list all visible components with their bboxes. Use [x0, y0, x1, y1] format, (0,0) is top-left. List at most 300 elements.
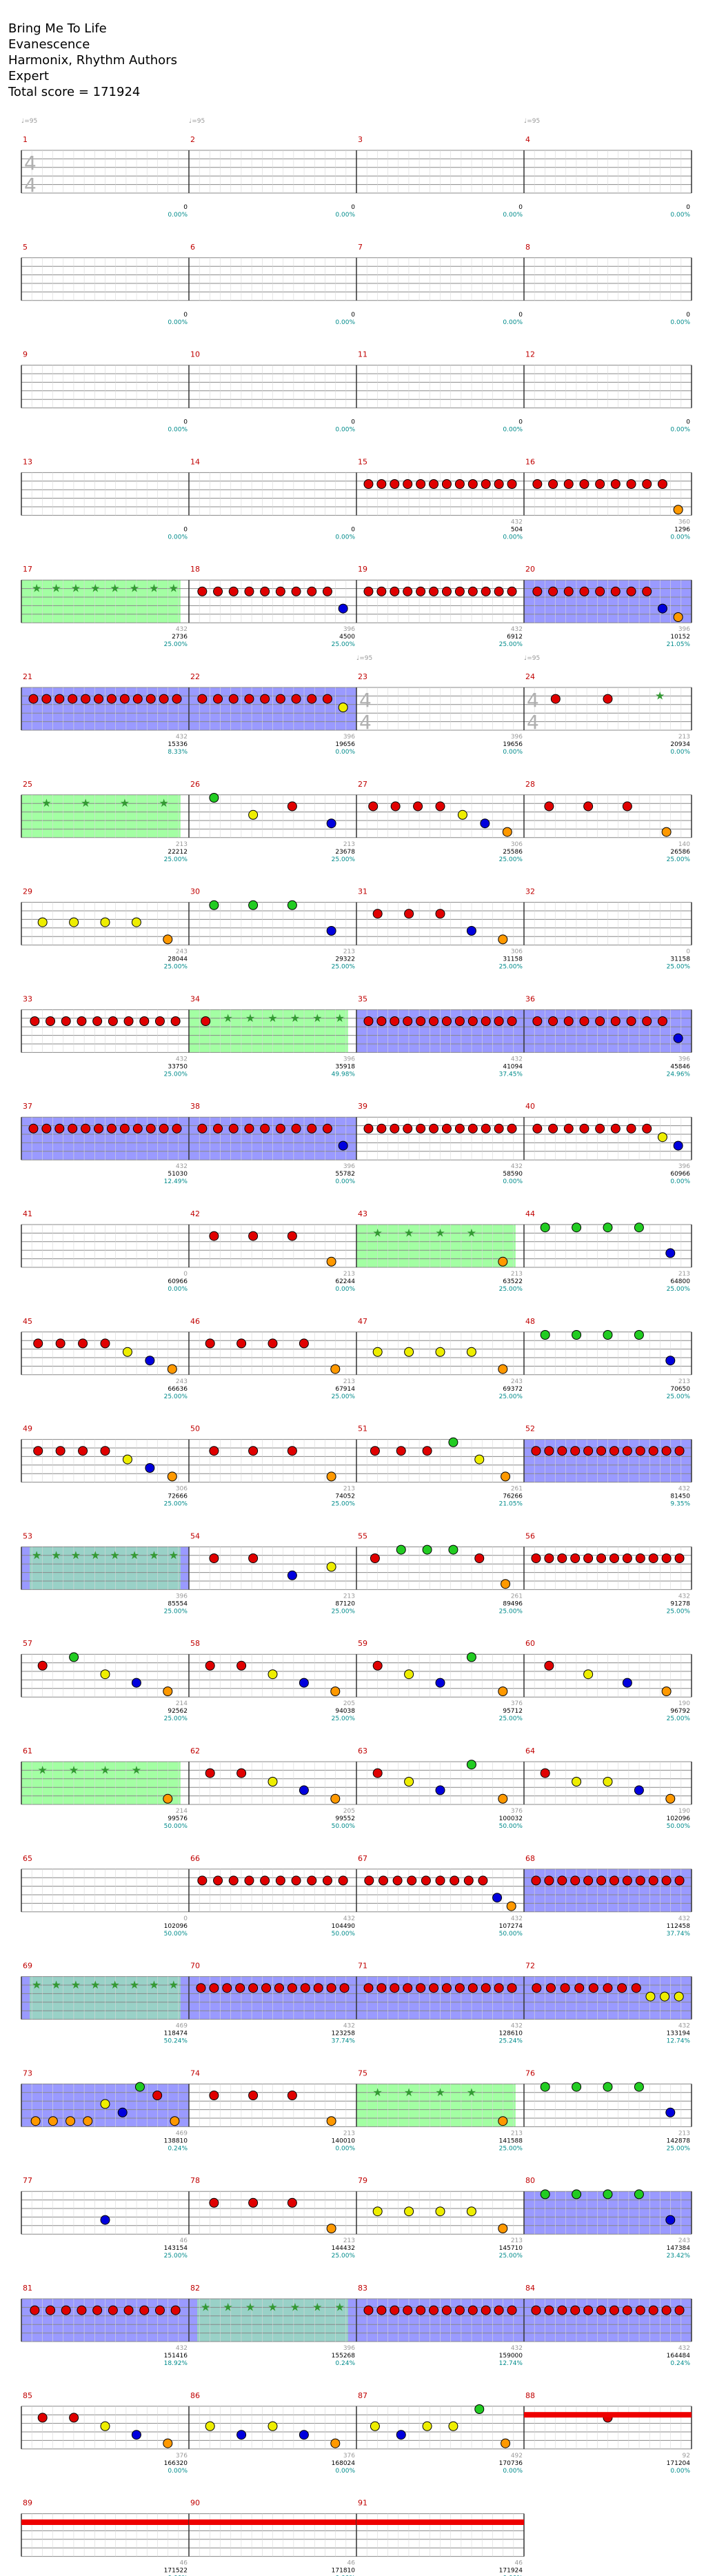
note-gem [327, 927, 336, 936]
note-gem [268, 1339, 277, 1348]
time-signature-top: 4 [24, 152, 37, 174]
cumulative-score: 138810 [163, 2137, 188, 2145]
note-gem [323, 694, 332, 703]
note-gem [658, 1017, 667, 1026]
note-gem [101, 918, 110, 927]
note-gem [393, 1876, 402, 1885]
multiplier-percent: 25.24% [498, 2037, 523, 2045]
measure-points: 46 [347, 2559, 355, 2567]
multiplier-percent: 25.00% [163, 2253, 188, 2260]
note-gem [135, 2082, 144, 2091]
note-gem [340, 1984, 349, 1993]
note-gem [643, 1017, 652, 1026]
cumulative-score: 28044 [168, 956, 188, 963]
star-note: ★ [70, 1548, 81, 1562]
note-gem [391, 802, 400, 811]
multiplier-percent: 0.00% [335, 749, 355, 756]
measure-number: 5 [23, 242, 28, 252]
note-gem [107, 1124, 116, 1133]
note-gem [442, 1984, 451, 1993]
note-gem [210, 1231, 219, 1240]
note-gem [674, 1992, 683, 2001]
note-gem [649, 1447, 658, 1456]
multiplier-percent: 25.00% [331, 2253, 355, 2260]
note-gem [416, 2306, 425, 2315]
cumulative-score: 6912 [507, 634, 523, 641]
measure-number: 8 [525, 242, 530, 252]
note-gem [210, 794, 219, 803]
note-gem [276, 1124, 285, 1133]
note-gem [229, 1876, 238, 1885]
multiplier-percent: 0.00% [670, 2467, 690, 2475]
note-gem [55, 694, 64, 703]
measure-number: 81 [23, 2284, 32, 2293]
note-gem [377, 480, 386, 489]
note-gem [481, 819, 490, 828]
note-gem [55, 1124, 64, 1133]
note-gem [163, 1687, 172, 1696]
note-gem [237, 1769, 246, 1778]
note-gem [107, 694, 116, 703]
note-gem [545, 2306, 554, 2315]
note-gem [377, 1124, 386, 1133]
multiplier-percent: 0.24% [670, 2360, 690, 2367]
multiplier-percent: 25.00% [498, 1393, 523, 1400]
note-gem [623, 1447, 632, 1456]
star-note: ★ [372, 2085, 383, 2099]
cumulative-score: 0 [686, 419, 690, 426]
cumulative-score: 64800 [670, 1278, 690, 1285]
multiplier-percent: 25.00% [163, 963, 188, 971]
multiplier-percent: 0.00% [335, 534, 355, 541]
note-gem [299, 2431, 308, 2439]
note-gem [249, 1984, 258, 1993]
cumulative-score: 0 [686, 204, 690, 211]
time-signature-bottom: 4 [24, 174, 37, 197]
note-gem [93, 1017, 102, 1026]
note-gem [94, 1124, 103, 1133]
multiplier-percent: 25.00% [666, 856, 690, 863]
note-gem [364, 587, 373, 596]
note-gem [274, 1984, 283, 1993]
note-gem [61, 1017, 70, 1026]
cumulative-score: 33750 [168, 1063, 188, 1071]
tempo-marker: ♩=95 [21, 118, 38, 125]
cumulative-score: 60966 [168, 1278, 188, 1285]
note-gem [249, 1554, 258, 1563]
cumulative-score: 147384 [666, 2245, 690, 2253]
note-gem [101, 1447, 110, 1456]
note-gem [507, 1984, 516, 1993]
note-gem [245, 1876, 254, 1885]
star-note: ★ [70, 581, 81, 595]
note-gem [146, 1124, 155, 1133]
time-signature-top: 4 [359, 689, 372, 712]
note-gem [198, 587, 207, 596]
note-gem [307, 1876, 316, 1885]
note-gem [455, 1984, 464, 1993]
measure-number: 21 [23, 672, 32, 681]
note-gem [249, 1231, 258, 1240]
note-gem [627, 480, 636, 489]
note-gem [42, 694, 51, 703]
note-gem [405, 1778, 414, 1787]
note-gem [571, 1554, 580, 1563]
note-gem [249, 1447, 258, 1456]
multiplier-percent: 0.00% [670, 1178, 690, 1186]
multiplier-percent: 0.00% [670, 426, 690, 434]
measure-points: 396 [343, 1163, 355, 1171]
multiplier-percent: 0.00% [670, 319, 690, 326]
note-gem [405, 1347, 414, 1356]
star-note: ★ [70, 1978, 81, 1991]
cumulative-score: 51030 [168, 1171, 188, 1178]
note-gem [364, 1017, 373, 1026]
measure-number: 63 [358, 1747, 367, 1755]
note-gem [159, 694, 168, 703]
cumulative-score: 107274 [498, 1922, 523, 1930]
star-note: ★ [312, 1011, 323, 1025]
note-gem [494, 1984, 503, 1993]
measure-number: 87 [358, 2391, 367, 2400]
note-gem [205, 1661, 214, 1670]
measure-points: 214 [175, 1700, 188, 1708]
note-gem [662, 1554, 671, 1563]
measure-points: 469 [175, 2130, 188, 2137]
note-gem [414, 802, 423, 811]
measure-number: 42 [190, 1209, 200, 1218]
measure-number: 36 [525, 994, 535, 1004]
note-gem [171, 2306, 180, 2315]
measure-points: 306 [175, 1485, 188, 1493]
note-gem [155, 2306, 164, 2315]
note-gem [551, 694, 560, 703]
note-gem [155, 1017, 164, 1026]
note-gem [455, 480, 464, 489]
note-gem [603, 1778, 612, 1787]
note-gem [168, 1472, 176, 1481]
note-gem [77, 2306, 86, 2315]
multiplier-percent: 25.00% [163, 1608, 188, 1616]
note-gem [572, 1331, 581, 1340]
measure-number: 55 [358, 1531, 367, 1541]
note-gem [292, 1124, 301, 1133]
note-gem [416, 1017, 425, 1026]
note-gem [416, 1984, 425, 1993]
measure-number: 52 [525, 1424, 535, 1433]
star-note: ★ [129, 581, 140, 595]
note-gem [214, 694, 223, 703]
note-gem [623, 1678, 632, 1687]
note-gem [533, 1124, 542, 1133]
note-gem [675, 1554, 684, 1563]
time-signature-top: 4 [527, 689, 539, 712]
note-gem [507, 587, 516, 596]
note-gem [596, 1017, 605, 1026]
measure-points: 261 [510, 1485, 523, 1493]
measure-number: 23 [358, 672, 367, 681]
note-gem [532, 1554, 541, 1563]
measure-points: 432 [510, 2022, 523, 2030]
note-gem [558, 2306, 567, 2315]
note-gem [133, 694, 142, 703]
note-gem [430, 1017, 438, 1026]
note-gem [498, 2224, 507, 2233]
measure-number: 56 [525, 1531, 535, 1541]
note-gem [564, 1017, 573, 1026]
note-gem [205, 1339, 214, 1348]
note-gem [120, 1124, 129, 1133]
measure-number: 44 [525, 1209, 535, 1218]
measure-points: 243 [175, 948, 188, 956]
cumulative-score: 25586 [503, 848, 523, 856]
measure-number: 48 [525, 1316, 535, 1326]
note-gem [430, 2306, 438, 2315]
note-gem [649, 1554, 658, 1563]
note-gem [205, 1769, 214, 1778]
note-gem [30, 2306, 39, 2315]
measure-number: 64 [525, 1747, 535, 1755]
multiplier-percent: 25.00% [331, 1500, 355, 1508]
star-note: ★ [403, 1226, 414, 1240]
note-gem [572, 2190, 581, 2199]
note-gem [170, 2117, 179, 2126]
note-gem [449, 1545, 458, 1554]
note-gem [38, 2413, 47, 2422]
note-gem [494, 480, 503, 489]
note-gem [572, 2082, 581, 2091]
multiplier-percent: 25.00% [666, 1715, 690, 1723]
multiplier-percent: 8.33% [168, 749, 188, 756]
star-note: ★ [245, 1011, 256, 1025]
multiplier-percent: 18.92% [163, 2360, 188, 2367]
measure-number: 86 [190, 2391, 200, 2400]
note-gem [503, 827, 512, 836]
multiplier-percent: 25.00% [666, 1393, 690, 1400]
sustain-bar [21, 2519, 189, 2525]
note-gem [68, 694, 77, 703]
multiplier-percent: 0.00% [168, 212, 188, 219]
note-gem [498, 1365, 507, 1373]
note-gem [507, 2306, 516, 2315]
note-gem [327, 1984, 336, 1993]
cumulative-score: 145710 [498, 2245, 523, 2253]
note-gem [390, 1017, 399, 1026]
star-note: ★ [131, 1763, 142, 1777]
note-gem [494, 1124, 503, 1133]
multiplier-percent: 25.00% [666, 1608, 690, 1616]
note-gem [611, 1124, 620, 1133]
multiplier-percent: 0.00% [503, 212, 523, 219]
note-gem [436, 1678, 445, 1687]
note-gem [430, 1984, 438, 1993]
song-artist: Evanescence [8, 37, 90, 52]
note-gem [603, 1223, 612, 1232]
note-gem [636, 2306, 645, 2315]
note-gem [101, 2100, 110, 2109]
note-gem [436, 2207, 445, 2216]
note-gem [288, 900, 296, 909]
note-gem [646, 1992, 655, 2001]
note-gem [533, 480, 542, 489]
cumulative-score: 128610 [498, 2030, 523, 2037]
note-gem [370, 2422, 379, 2431]
cumulative-score: 143154 [163, 2245, 188, 2253]
cumulative-score: 123258 [331, 2030, 355, 2037]
star-note: ★ [372, 1226, 383, 1240]
note-gem [331, 2439, 340, 2448]
note-gem [214, 1876, 223, 1885]
note-gem [292, 587, 301, 596]
note-gem [364, 2306, 373, 2315]
note-gem [455, 1124, 464, 1133]
note-gem [493, 1893, 502, 1902]
note-gem [662, 827, 671, 836]
star-note: ★ [119, 796, 130, 810]
measure-number: 45 [23, 1316, 32, 1326]
note-gem [498, 1794, 507, 1803]
note-gem [327, 1257, 336, 1266]
note-gem [618, 1984, 627, 1993]
note-gem [662, 2306, 671, 2315]
cumulative-score: 0 [351, 311, 355, 319]
note-gem [68, 1124, 77, 1133]
note-gem [172, 1124, 181, 1133]
note-gem [589, 1984, 598, 1993]
measure-points: 306 [510, 841, 523, 848]
multiplier-percent: 25.00% [666, 963, 690, 971]
note-gem [674, 613, 683, 622]
note-gem [288, 1984, 296, 1993]
multiplier-percent: 25.00% [666, 2145, 690, 2153]
note-gem [168, 1365, 176, 1373]
measure-points: 396 [510, 734, 523, 741]
multiplier-percent: 0.00% [503, 534, 523, 541]
note-gem [314, 1984, 323, 1993]
note-gem [210, 2198, 219, 2207]
note-gem [145, 1356, 154, 1365]
note-gem [634, 2190, 643, 2199]
note-gem [436, 909, 445, 918]
measure-points: 432 [678, 2022, 690, 2030]
measure-number: 9 [23, 350, 28, 359]
note-gem [327, 2117, 336, 2126]
cumulative-score: 74052 [335, 1493, 355, 1500]
note-gem [299, 1678, 308, 1687]
note-gem [46, 2306, 55, 2315]
star-note: ★ [51, 1548, 61, 1562]
measure-points: 213 [510, 2130, 523, 2137]
note-gem [405, 909, 414, 918]
note-gem [46, 1017, 55, 1026]
note-gem [674, 1141, 683, 1150]
note-gem [468, 480, 477, 489]
note-gem [396, 1447, 405, 1456]
cumulative-score: 66636 [168, 1385, 188, 1393]
measure-points: 432 [510, 1915, 523, 1922]
measure-number: 20 [525, 565, 535, 574]
measure-points: 396 [343, 626, 355, 634]
note-gem [70, 2413, 79, 2422]
multiplier-percent: 0.24% [335, 2360, 355, 2367]
multiplier-percent: 25.00% [331, 1715, 355, 1723]
note-gem [580, 587, 589, 596]
note-gem [123, 1455, 132, 1464]
note-gem [56, 1339, 65, 1348]
star-note: ★ [110, 1978, 120, 1991]
measure-points: 46 [514, 2559, 523, 2567]
star-note: ★ [32, 1548, 42, 1562]
note-gem [545, 1661, 554, 1670]
note-gem [31, 2117, 40, 2126]
cumulative-score: 2736 [172, 634, 188, 641]
note-gem [564, 1124, 573, 1133]
note-gem [70, 918, 79, 927]
note-gem [468, 1124, 477, 1133]
note-gem [549, 587, 558, 596]
multiplier-percent: 25.00% [331, 641, 355, 649]
measure-points: 396 [678, 1056, 690, 1063]
measure-number: 26 [190, 779, 200, 789]
note-gem [171, 1017, 180, 1026]
note-gem [390, 2306, 399, 2315]
multiplier-percent: 50.00% [163, 1823, 188, 1830]
note-gem [210, 1447, 219, 1456]
measure-number: 16 [525, 457, 535, 467]
note-gem [498, 935, 507, 944]
multiplier-percent: 25.00% [666, 1286, 690, 1293]
cumulative-score: 0 [183, 419, 188, 426]
multiplier-percent: 0.00% [503, 319, 523, 326]
multiplier-percent: 25.00% [498, 1715, 523, 1723]
note-gem [210, 900, 219, 909]
star-note: ★ [51, 581, 61, 595]
cumulative-score: 102096 [163, 1922, 188, 1930]
measure-points: 213 [678, 734, 690, 741]
note-gem [584, 1554, 593, 1563]
note-gem [390, 1984, 399, 1993]
measure-number: 18 [190, 565, 200, 574]
note-gem [132, 1678, 141, 1687]
star-note: ★ [129, 1548, 140, 1562]
note-gem [549, 1017, 558, 1026]
note-gem [627, 1017, 636, 1026]
note-gem [132, 918, 141, 927]
note-gem [596, 1124, 605, 1133]
note-gem [430, 587, 438, 596]
measure-number: 91 [358, 2498, 367, 2508]
multiplier-percent: 25.00% [331, 963, 355, 971]
multiplier-percent: 25.00% [163, 641, 188, 649]
star-note: ★ [466, 2085, 477, 2099]
measure-points: 432 [678, 1485, 690, 1493]
measure-number: 71 [358, 1961, 367, 1971]
note-gem [455, 1017, 464, 1026]
note-gem [377, 1984, 386, 1993]
note-gem [249, 2198, 258, 2207]
note-gem [634, 2082, 643, 2091]
note-gem [196, 1984, 205, 1993]
note-gem [163, 2439, 172, 2448]
note-gem [307, 1124, 316, 1133]
cumulative-score: 22212 [168, 848, 188, 856]
note-gem [597, 2306, 606, 2315]
note-gem [245, 694, 254, 703]
note-gem [442, 480, 451, 489]
note-gem [42, 1124, 51, 1133]
note-gem [369, 802, 378, 811]
cumulative-score: 171522 [163, 2567, 188, 2575]
